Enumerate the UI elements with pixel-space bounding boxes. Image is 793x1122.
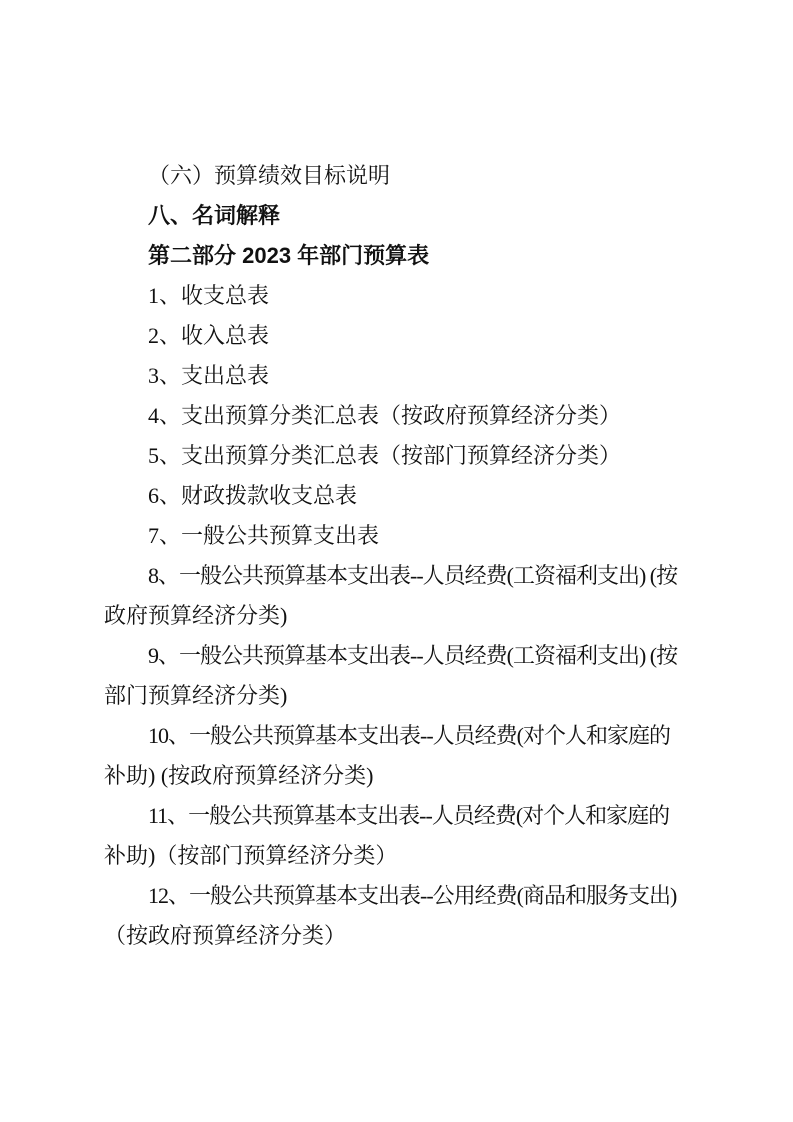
toc-line-continuation: 部门预算经济分类) (104, 683, 288, 708)
toc-line: 1、收支总表 (148, 283, 270, 308)
toc-line-continuation: 补助) (按政府预算经济分类) (104, 763, 374, 788)
toc-line-continuation: （按政府预算经济分类） (104, 923, 347, 948)
toc-line: 4、支出预算分类汇总表（按政府预算经济分类） (148, 403, 622, 428)
toc-line: 10、一般公共预算基本支出表--人员经费(对个人和家庭的 (148, 723, 670, 748)
toc-line: 11、一般公共预算基本支出表--人员经费(对个人和家庭的 (148, 803, 670, 828)
toc-line: 8、一般公共预算基本支出表--人员经费(工资福利支出) (按 (148, 563, 678, 588)
toc-line: 5、支出预算分类汇总表（按部门预算经济分类） (148, 443, 622, 468)
toc-line: 12、一般公共预算基本支出表--公用经费(商品和服务支出) (148, 883, 677, 908)
toc-line: 3、支出总表 (148, 363, 270, 388)
toc-line: 7、一般公共预算支出表 (148, 523, 380, 548)
toc-line: 2、收入总表 (148, 323, 270, 348)
section-heading: 八、名词解释 (148, 203, 281, 228)
toc-line: 9、一般公共预算基本支出表--人员经费(工资福利支出) (按 (148, 643, 678, 668)
toc-line-continuation: 政府预算经济分类) (104, 603, 288, 628)
toc-line: （六）预算绩效目标说明 (148, 163, 391, 188)
toc-line: 6、财政拨款收支总表 (148, 483, 358, 508)
document-content (104, 156, 692, 956)
section-heading: 第二部分 2023 年部门预算表 (148, 243, 430, 268)
toc-line-continuation: 补助)（按部门预算经济分类） (104, 843, 398, 868)
